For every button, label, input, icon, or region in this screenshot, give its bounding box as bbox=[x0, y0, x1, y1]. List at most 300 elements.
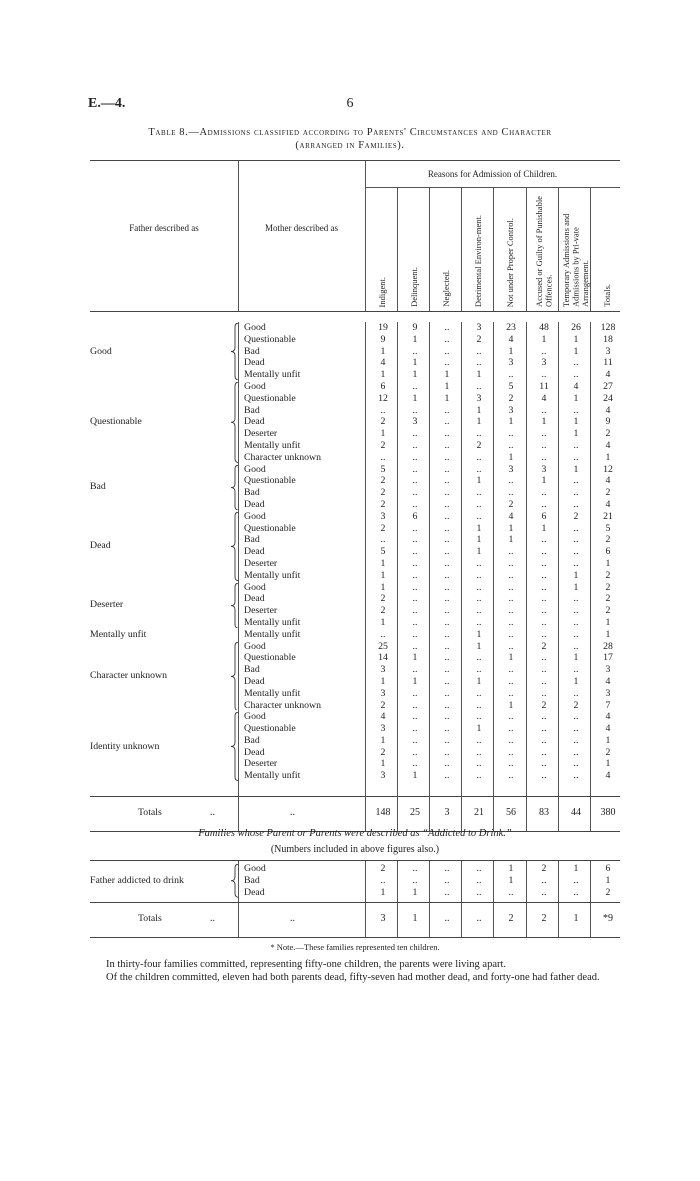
table-cell: .. bbox=[476, 863, 482, 875]
table-cell: .. bbox=[573, 886, 579, 898]
table-cell: .. bbox=[444, 605, 450, 617]
table-cell: .. bbox=[412, 498, 418, 510]
table-cell: 1 bbox=[573, 392, 579, 404]
table-cell: 1 bbox=[412, 652, 418, 664]
table-row bbox=[90, 405, 620, 417]
table-cell: 3 bbox=[476, 392, 482, 404]
total-cell: 2 bbox=[541, 912, 547, 924]
table-cell: 3 bbox=[380, 723, 386, 735]
table-cell: 2 bbox=[541, 863, 547, 875]
table-cell: .. bbox=[476, 770, 482, 782]
table-cell: 4 bbox=[573, 380, 579, 392]
table-cell: 4 bbox=[605, 770, 611, 782]
table-cell: .. bbox=[476, 510, 482, 522]
table-cell: 4 bbox=[380, 357, 386, 369]
table-row bbox=[90, 523, 620, 535]
table-cell: 4 bbox=[605, 498, 611, 510]
table-cell: 5 bbox=[605, 522, 611, 534]
total-cell: 148 bbox=[375, 807, 391, 819]
table-row bbox=[90, 428, 620, 440]
table-cell: 2 bbox=[380, 487, 386, 499]
mother-description: Good bbox=[244, 463, 266, 475]
table-cell: .. bbox=[541, 723, 547, 735]
table-cell: .. bbox=[444, 439, 450, 451]
table-cell: .. bbox=[541, 687, 547, 699]
table-cell: .. bbox=[573, 640, 579, 652]
mother-column-header: Mother described as bbox=[265, 223, 338, 233]
table-cell: .. bbox=[476, 357, 482, 369]
totals-label-dots: .. bbox=[210, 912, 215, 924]
totals-dots: .. bbox=[290, 807, 295, 819]
table-cell: .. bbox=[444, 863, 450, 875]
table-cell: .. bbox=[541, 557, 547, 569]
table-cell: .. bbox=[412, 746, 418, 758]
mother-description: Deserter bbox=[244, 758, 278, 770]
table-cell: .. bbox=[541, 581, 547, 593]
table-cell: 1 bbox=[380, 345, 386, 357]
mother-description: Mentally unfit bbox=[244, 569, 301, 581]
reason-column-header: Totals. bbox=[602, 284, 613, 307]
table-cell: .. bbox=[541, 746, 547, 758]
mother-description: Questionable bbox=[244, 652, 296, 664]
table-row bbox=[90, 758, 620, 770]
total-cell: 3 bbox=[444, 807, 450, 819]
table-cell: .. bbox=[444, 345, 450, 357]
table-cell: 2 bbox=[573, 699, 579, 711]
table-cell: .. bbox=[412, 557, 418, 569]
table-cell: .. bbox=[444, 723, 450, 735]
table-cell: 4 bbox=[605, 711, 611, 723]
mother-description: Mentally unfit bbox=[244, 369, 301, 381]
table-cell: .. bbox=[573, 498, 579, 510]
table-cell: 3 bbox=[380, 664, 386, 676]
total-cell: 1 bbox=[573, 912, 579, 924]
table-cell: 17 bbox=[603, 652, 613, 664]
table-cell: .. bbox=[508, 723, 514, 735]
table-cell: .. bbox=[508, 593, 514, 605]
table-cell: .. bbox=[412, 711, 418, 723]
table-row bbox=[90, 452, 620, 464]
table-cell: 4 bbox=[508, 510, 514, 522]
table-cell: 2 bbox=[605, 886, 611, 898]
table-cell: .. bbox=[444, 522, 450, 534]
table-row bbox=[90, 322, 620, 334]
table-cell: .. bbox=[476, 605, 482, 617]
table-cell: 4 bbox=[605, 675, 611, 687]
table-cell: 1 bbox=[412, 392, 418, 404]
reason-column-header: Delinquent. bbox=[409, 267, 420, 307]
table-cell: 2 bbox=[476, 439, 482, 451]
table-cell: 1 bbox=[508, 874, 514, 886]
table-cell: .. bbox=[476, 874, 482, 886]
table-cell: 2 bbox=[605, 428, 611, 440]
table-cell: .. bbox=[508, 439, 514, 451]
table-cell: 1 bbox=[508, 345, 514, 357]
table-cell: .. bbox=[508, 640, 514, 652]
total-cell: 44 bbox=[571, 807, 581, 819]
table-cell: .. bbox=[508, 734, 514, 746]
total-cell: 1 bbox=[412, 912, 418, 924]
table-cell: .. bbox=[541, 345, 547, 357]
mother-description: Good bbox=[244, 640, 266, 652]
table-cell: 3 bbox=[605, 345, 611, 357]
total-cell: 380 bbox=[600, 807, 616, 819]
table-cell: .. bbox=[444, 581, 450, 593]
table-cell: .. bbox=[412, 593, 418, 605]
table-cell: .. bbox=[476, 699, 482, 711]
mother-description: Questionable bbox=[244, 333, 296, 345]
table-cell: .. bbox=[476, 758, 482, 770]
table-cell: 1 bbox=[573, 569, 579, 581]
table-cell: .. bbox=[541, 569, 547, 581]
summary-paragraph: Of the children committed, eleven had both parents dead, fifty-seven had mother dead, and forty-one had father dead. bbox=[106, 971, 600, 983]
table-cell: 1 bbox=[508, 652, 514, 664]
table-cell: .. bbox=[476, 664, 482, 676]
mother-description: Character unknown bbox=[244, 451, 321, 463]
table-cell: 1 bbox=[508, 534, 514, 546]
table-cell: .. bbox=[412, 439, 418, 451]
table-cell: 23 bbox=[506, 322, 516, 333]
table-cell: .. bbox=[573, 439, 579, 451]
table-cell: 1 bbox=[476, 640, 482, 652]
table-cell: .. bbox=[476, 581, 482, 593]
table-cell: 26 bbox=[571, 322, 581, 333]
table-row bbox=[90, 334, 620, 346]
table-cell: .. bbox=[476, 886, 482, 898]
table-cell: .. bbox=[412, 345, 418, 357]
table-cell: .. bbox=[412, 605, 418, 617]
mother-description: Character unknown bbox=[244, 699, 321, 711]
table-cell: .. bbox=[573, 628, 579, 640]
table-cell: .. bbox=[412, 475, 418, 487]
table-cell: 25 bbox=[378, 640, 388, 652]
table-title bbox=[60, 126, 640, 152]
mother-description: Good bbox=[244, 711, 266, 723]
table-cell: 1 bbox=[412, 886, 418, 898]
table-cell: 2 bbox=[605, 605, 611, 617]
table-cell: .. bbox=[508, 687, 514, 699]
mother-description: Mentally unfit bbox=[244, 770, 301, 782]
table-cell: 6 bbox=[605, 546, 611, 558]
table-cell: .. bbox=[412, 758, 418, 770]
totals-label: Totals bbox=[138, 807, 162, 819]
table-cell: .. bbox=[444, 451, 450, 463]
table-cell: .. bbox=[444, 652, 450, 664]
table-cell: 1 bbox=[380, 886, 386, 898]
table-cell: .. bbox=[508, 711, 514, 723]
table-cell: 1 bbox=[476, 723, 482, 735]
table-cell: 1 bbox=[476, 628, 482, 640]
table-cell: 2 bbox=[541, 640, 547, 652]
total-cell: .. bbox=[476, 912, 482, 924]
table-cell: .. bbox=[508, 770, 514, 782]
table-row bbox=[90, 641, 620, 653]
mother-description: Bad bbox=[244, 664, 260, 676]
table-cell: .. bbox=[573, 616, 579, 628]
mother-description: Bad bbox=[244, 534, 260, 546]
table-cell: .. bbox=[444, 463, 450, 475]
table-cell: 2 bbox=[380, 605, 386, 617]
table-cell: 1 bbox=[412, 333, 418, 345]
table-cell: 1 bbox=[605, 451, 611, 463]
table-cell: 1 bbox=[380, 675, 386, 687]
table-cell: 1 bbox=[508, 699, 514, 711]
table-cell: 9 bbox=[605, 416, 611, 428]
totals-label-dots: .. bbox=[210, 807, 215, 819]
table-cell: 1 bbox=[444, 380, 450, 392]
table-cell: .. bbox=[412, 723, 418, 735]
table-cell: .. bbox=[444, 416, 450, 428]
table-row bbox=[90, 700, 620, 712]
table-cell: .. bbox=[508, 675, 514, 687]
table-cell: .. bbox=[412, 569, 418, 581]
table-cell: 1 bbox=[380, 616, 386, 628]
table-cell: .. bbox=[573, 687, 579, 699]
mother-description: Dead bbox=[244, 675, 265, 687]
totals-label: Totals bbox=[138, 912, 162, 924]
table-cell: 3 bbox=[380, 687, 386, 699]
table-cell: 1 bbox=[476, 404, 482, 416]
table-cell: .. bbox=[573, 475, 579, 487]
table-cell: 2 bbox=[380, 416, 386, 428]
table-cell: .. bbox=[444, 322, 450, 333]
table-cell: 1 bbox=[412, 357, 418, 369]
table-cell: 11 bbox=[539, 380, 549, 392]
table-row bbox=[90, 711, 620, 723]
table-cell: .. bbox=[412, 581, 418, 593]
table-cell: .. bbox=[444, 569, 450, 581]
mother-description: Questionable bbox=[244, 522, 296, 534]
table-cell: 7 bbox=[605, 699, 611, 711]
table-cell: .. bbox=[412, 404, 418, 416]
table-cell: .. bbox=[412, 451, 418, 463]
table-cell: .. bbox=[444, 628, 450, 640]
table-cell: .. bbox=[412, 863, 418, 875]
table-cell: .. bbox=[573, 874, 579, 886]
table-cell: .. bbox=[476, 734, 482, 746]
mother-description: Bad bbox=[244, 874, 260, 886]
table-row bbox=[90, 381, 620, 393]
table-cell: 2 bbox=[380, 498, 386, 510]
table-cell: .. bbox=[444, 404, 450, 416]
table-cell: 5 bbox=[508, 380, 514, 392]
table-cell: 11 bbox=[603, 357, 613, 369]
father-description: Bad bbox=[90, 481, 106, 493]
table-cell: 1 bbox=[541, 333, 547, 345]
table-cell: .. bbox=[444, 616, 450, 628]
table-cell: .. bbox=[573, 758, 579, 770]
table-cell: 2 bbox=[380, 475, 386, 487]
table-cell: 1 bbox=[605, 874, 611, 886]
father-description: Dead bbox=[90, 540, 111, 552]
table-cell: 1 bbox=[380, 557, 386, 569]
table-cell: .. bbox=[541, 874, 547, 886]
table-cell: .. bbox=[541, 498, 547, 510]
table-cell: 27 bbox=[603, 380, 613, 392]
table-cell: 1 bbox=[412, 675, 418, 687]
table-cell: 2 bbox=[380, 439, 386, 451]
father-description: Mentally unfit bbox=[90, 628, 147, 640]
admissions-table bbox=[90, 160, 620, 832]
mother-description: Dead bbox=[244, 886, 265, 898]
table-cell: 3 bbox=[508, 357, 514, 369]
table-cell: 1 bbox=[573, 581, 579, 593]
table-cell: .. bbox=[476, 451, 482, 463]
table-cell: .. bbox=[541, 593, 547, 605]
table-cell: 3 bbox=[541, 463, 547, 475]
table-cell: .. bbox=[476, 652, 482, 664]
mother-description: Good bbox=[244, 863, 266, 875]
table-cell: .. bbox=[444, 699, 450, 711]
drink-totals-row bbox=[90, 902, 620, 938]
total-cell: 3 bbox=[380, 912, 386, 924]
table-cell: .. bbox=[444, 886, 450, 898]
table-cell: 1 bbox=[605, 557, 611, 569]
table-cell: 1 bbox=[573, 675, 579, 687]
mother-description: Mentally unfit bbox=[244, 628, 301, 640]
table-cell: 1 bbox=[605, 628, 611, 640]
table-cell: .. bbox=[541, 758, 547, 770]
mother-description: Bad bbox=[244, 487, 260, 499]
table-cell: .. bbox=[573, 522, 579, 534]
table-cell: 1 bbox=[476, 675, 482, 687]
mother-description: Bad bbox=[244, 734, 260, 746]
mother-description: Questionable bbox=[244, 723, 296, 735]
table-cell: 2 bbox=[605, 581, 611, 593]
table-cell: 12 bbox=[378, 392, 388, 404]
table-cell: 1 bbox=[573, 463, 579, 475]
father-description: Questionable bbox=[90, 416, 142, 428]
table-row bbox=[90, 464, 620, 476]
table-cell: 3 bbox=[476, 322, 482, 333]
mother-description: Dead bbox=[244, 593, 265, 605]
table-cell: 6 bbox=[380, 380, 386, 392]
table-cell: .. bbox=[444, 675, 450, 687]
table-cell: .. bbox=[508, 487, 514, 499]
reasons-header: Reasons for Admission of Children. bbox=[427, 169, 558, 179]
father-description: Father addicted to drink bbox=[90, 874, 184, 886]
table-cell: .. bbox=[508, 475, 514, 487]
father-description: Character unknown bbox=[90, 670, 167, 682]
table-cell: .. bbox=[573, 357, 579, 369]
table-cell: 1 bbox=[476, 369, 482, 381]
mother-description: Good bbox=[244, 380, 266, 392]
reason-column-header: Not under Proper Control. bbox=[505, 217, 516, 307]
table-cell: 1 bbox=[508, 863, 514, 875]
table-cell: 4 bbox=[605, 404, 611, 416]
table-cell: .. bbox=[508, 746, 514, 758]
table-cell: .. bbox=[444, 593, 450, 605]
table-column-header bbox=[90, 160, 620, 312]
table-row bbox=[90, 770, 620, 782]
table-cell: 1 bbox=[380, 428, 386, 440]
table-cell: 18 bbox=[603, 333, 613, 345]
table-cell: 2 bbox=[380, 863, 386, 875]
table-cell: .. bbox=[412, 616, 418, 628]
table-cell: .. bbox=[380, 874, 386, 886]
table-row bbox=[90, 357, 620, 369]
table-row bbox=[90, 570, 620, 582]
table-cell: .. bbox=[541, 711, 547, 723]
table-row bbox=[90, 393, 620, 405]
table-cell: 1 bbox=[541, 475, 547, 487]
table-cell: .. bbox=[444, 546, 450, 558]
table-cell: 1 bbox=[605, 616, 611, 628]
mother-description: Good bbox=[244, 510, 266, 522]
table-cell: .. bbox=[476, 687, 482, 699]
table-cell: .. bbox=[508, 886, 514, 898]
table-cell: 1 bbox=[508, 416, 514, 428]
table-cell: 2 bbox=[605, 534, 611, 546]
table-cell: .. bbox=[541, 616, 547, 628]
mother-description: Questionable bbox=[244, 475, 296, 487]
mother-description: Dead bbox=[244, 416, 265, 428]
table-cell: .. bbox=[476, 380, 482, 392]
table-cell: .. bbox=[412, 734, 418, 746]
table-cell: .. bbox=[541, 605, 547, 617]
table-cell: .. bbox=[380, 404, 386, 416]
table-cell: 3 bbox=[605, 687, 611, 699]
reason-column-header: Detrimental Environ-ment. bbox=[473, 214, 484, 307]
mother-description: Deserter bbox=[244, 428, 278, 440]
table-cell: .. bbox=[476, 345, 482, 357]
mother-description: Dead bbox=[244, 498, 265, 510]
total-cell: 25 bbox=[410, 807, 420, 819]
mother-description: Bad bbox=[244, 404, 260, 416]
table-cell: .. bbox=[476, 711, 482, 723]
table-row bbox=[90, 369, 620, 381]
table-cell: 1 bbox=[380, 581, 386, 593]
table-cell: .. bbox=[541, 652, 547, 664]
table-cell: 2 bbox=[605, 593, 611, 605]
table-cell: .. bbox=[476, 746, 482, 758]
mother-description: Mentally unfit bbox=[244, 687, 301, 699]
mother-description: Good bbox=[244, 581, 266, 593]
table-cell: .. bbox=[508, 628, 514, 640]
table-cell: .. bbox=[541, 664, 547, 676]
mother-description: Bad bbox=[244, 345, 260, 357]
table-title-line2: (arranged in Families). bbox=[295, 140, 405, 151]
table-cell: .. bbox=[541, 534, 547, 546]
table-cell: 128 bbox=[600, 322, 616, 333]
table-cell: .. bbox=[476, 428, 482, 440]
table-cell: 2 bbox=[380, 522, 386, 534]
table-cell: 1 bbox=[573, 345, 579, 357]
mother-description: Deserter bbox=[244, 605, 278, 617]
father-column-header: Father described as bbox=[129, 223, 199, 233]
table-cell: 3 bbox=[380, 510, 386, 522]
table-row bbox=[90, 723, 620, 735]
table-cell: .. bbox=[412, 628, 418, 640]
table-cell: 12 bbox=[603, 463, 613, 475]
table-cell: .. bbox=[476, 616, 482, 628]
table-cell: 1 bbox=[380, 734, 386, 746]
total-cell: 83 bbox=[539, 807, 549, 819]
table-cell: .. bbox=[380, 534, 386, 546]
table-cell: 6 bbox=[541, 510, 547, 522]
reason-column-header: Temporary Admissions and Admissions by Pri-vate Arrangement. bbox=[560, 213, 590, 307]
table-cell: .. bbox=[508, 369, 514, 381]
table-cell: .. bbox=[412, 874, 418, 886]
table-cell: 1 bbox=[541, 522, 547, 534]
table-cell: .. bbox=[380, 451, 386, 463]
table-cell: .. bbox=[476, 487, 482, 499]
table-cell: 3 bbox=[412, 416, 418, 428]
table-cell: .. bbox=[444, 428, 450, 440]
total-cell: 21 bbox=[474, 807, 484, 819]
table-cell: .. bbox=[412, 699, 418, 711]
table-cell: .. bbox=[444, 711, 450, 723]
